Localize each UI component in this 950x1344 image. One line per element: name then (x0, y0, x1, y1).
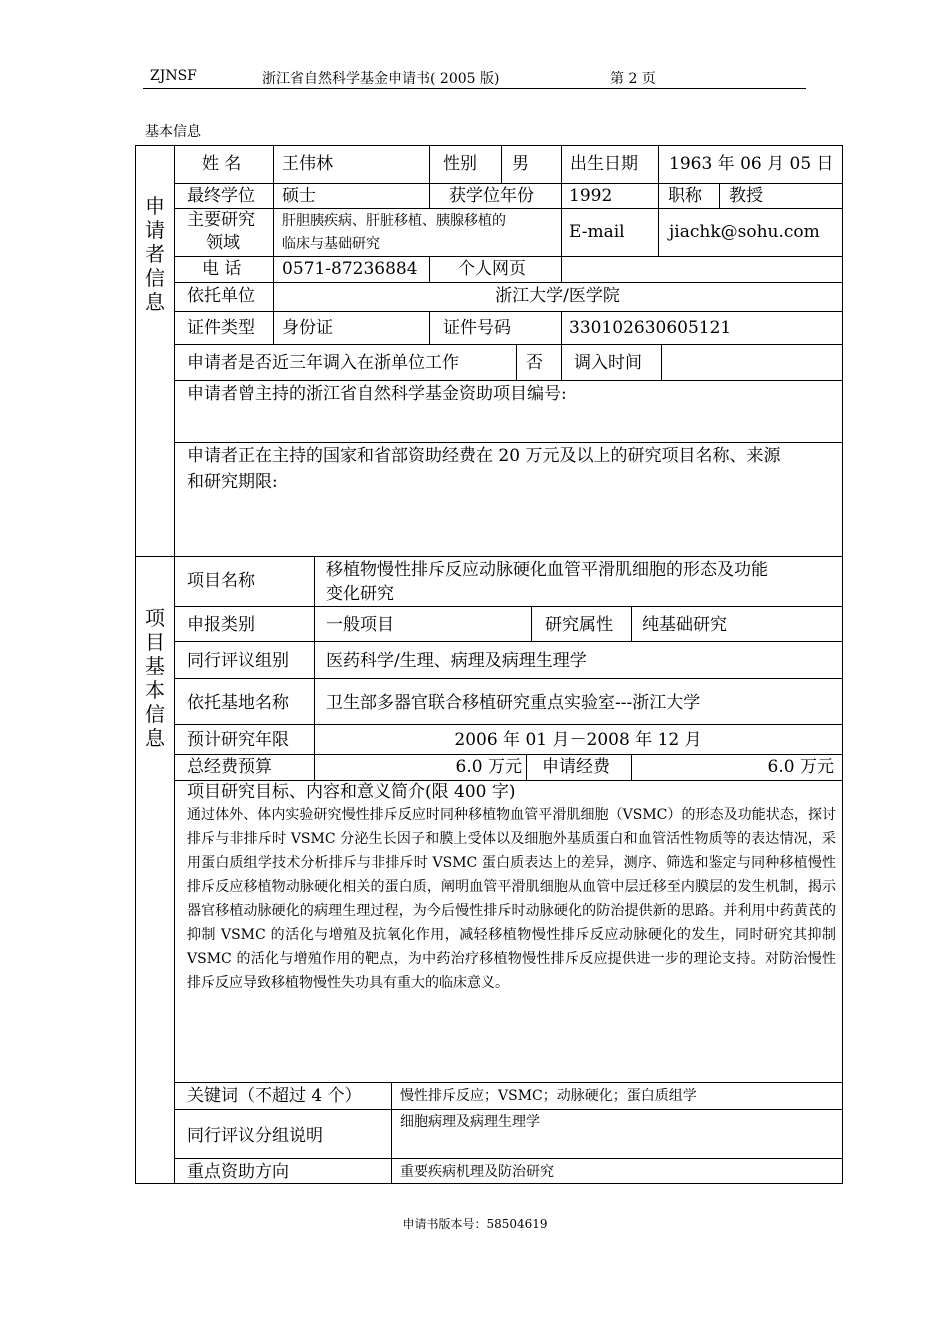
ongoing-projects-label-2: 和研究期限: (187, 472, 278, 492)
review-group-label: 同行评议组别 (187, 651, 289, 671)
base-label: 依托基地名称 (187, 693, 289, 713)
section-divider (136, 556, 842, 557)
name-label: 姓 名 (202, 154, 242, 174)
name-value: 王伟林 (282, 154, 333, 174)
apply-value: 6.0 万元 (767, 757, 834, 777)
email-label: E-mail (569, 222, 625, 242)
header-page: 第 2 页 (610, 71, 656, 87)
phone-value: 0571-87236884 (282, 259, 418, 279)
ongoing-projects-label-1: 申请者正在主持的国家和省部资助经费在 20 万元及以上的研究项目名称、来源 (187, 446, 781, 466)
version-footer: 申请书版本号：58504619 (402, 1217, 548, 1231)
group-column-line (174, 146, 175, 1183)
dob-value: 1963 年 06 月 05 日 (669, 154, 834, 174)
focus-label: 重点资助方向 (187, 1162, 289, 1182)
review-note-label: 同行评议分组说明 (187, 1126, 323, 1146)
dob-label: 出生日期 (570, 154, 638, 174)
id-type-value: 身份证 (282, 318, 333, 338)
project-name-1: 移植物慢性排斥反应动脉硬化血管平滑肌细胞的形态及功能 (326, 560, 768, 580)
field-label-2: 领域 (206, 233, 240, 253)
project-name-label: 项目名称 (187, 571, 255, 591)
prior-projects-label: 申请者曾主持的浙江省自然科学基金资助项目编号: (187, 384, 567, 404)
period-label: 预计研究年限 (187, 730, 289, 750)
gender-label: 性别 (443, 154, 477, 174)
header-title: 浙江省自然科学基金申请书( 2005 版) (262, 71, 500, 87)
review-group-value: 医药科学/生理、病理及病理生理学 (326, 651, 587, 671)
unit-label: 依托单位 (187, 286, 255, 306)
section-title: 基本信息 (145, 124, 201, 140)
form-frame (135, 145, 843, 1184)
category-value: 一般项目 (326, 615, 394, 635)
field-value-1: 肝胆胰疾病、肝脏移植、胰腺移植的 (282, 213, 506, 229)
keywords-label: 关键词（不超过 4 个） (187, 1086, 362, 1106)
id-no-label: 证件号码 (443, 318, 511, 338)
review-note-value: 细胞病理及病理生理学 (400, 1114, 540, 1130)
apply-label: 申请经费 (542, 757, 610, 777)
id-type-label: 证件类型 (187, 318, 255, 338)
degree-label: 最终学位 (187, 186, 255, 206)
base-value: 卫生部多器官联合移植研究重点实验室---浙江大学 (326, 693, 701, 713)
header-code: ZJNSF (150, 68, 197, 84)
degree-year-label: 获学位年份 (449, 186, 534, 206)
nature-label: 研究属性 (545, 615, 613, 635)
focus-value: 重要疾病机理及防治研究 (400, 1164, 554, 1180)
summary-text: 通过体外、体内实验研究慢性排斥反应时同种移植物血管平滑肌细胞（VSMC）的形态及功能状态，探讨排斥与非排斥时 VSMC 分泌生长因子和膜上受体以及细胞外基质蛋白和血管活性物质等的表达情况，采用蛋白质组学技术分析排斥与非排斥时 VSMC 蛋白质表达上的差异，测序、筛选和鉴定与同种移植慢性排斥反应移植物动脉硬化相关的蛋白质，阐明血管平滑肌细胞从血管中层迁移至内膜层的发生机制，揭示器官移植动脉硬化的病理生理过程，为今后慢性排斥时动脉硬化的防治提供新的思路。并利用中药黄芪的抑制 VSMC 的活化与增殖及抗氧化作用，减轻移植物慢性排斥反应动脉硬化的发生，同时研究其抑制 VSMC 的活化与增殖作用的靶点，为中药治疗移植物慢性排斥反应提供进一步的理论支持。对防治慢性排斥反应导致移植物慢性失功具有重大的临床意义。 (187, 807, 836, 991)
homepage-label: 个人网页 (458, 259, 526, 279)
budget-label: 总经费预算 (187, 757, 272, 777)
degree-value: 硕士 (282, 186, 316, 206)
category-label: 申报类别 (187, 615, 255, 635)
id-no-value: 330102630605121 (569, 318, 732, 338)
email-value: jiachk@sohu.com (669, 222, 820, 242)
phone-label: 电 话 (202, 259, 242, 279)
transfer-question: 申请者是否近三年调入在浙单位工作 (187, 353, 459, 373)
transfer-time-label: 调入时间 (574, 353, 642, 373)
summary-label: 项目研究目标、内容和意义简介(限 400 字) (187, 782, 516, 802)
unit-value: 浙江大学/医学院 (495, 286, 620, 306)
transfer-answer: 否 (526, 353, 543, 373)
gender-value: 男 (512, 154, 529, 174)
project-group-label: 项目基本信息 (145, 606, 165, 750)
field-value-2: 临床与基础研究 (282, 236, 380, 252)
keywords-value: 慢性排斥反应；VSMC；动脉硬化；蛋白质组学 (400, 1088, 697, 1104)
title-label: 职称 (668, 186, 702, 206)
project-name-2: 变化研究 (326, 584, 394, 604)
period-value: 2006 年 01 月－2008 年 12 月 (454, 730, 702, 750)
budget-value: 6.0 万元 (455, 757, 522, 777)
degree-year-value: 1992 (569, 186, 613, 206)
applicant-group-label: 申请者信息 (145, 194, 165, 314)
title-value: 教授 (729, 186, 763, 206)
header-rule (143, 88, 806, 89)
field-label-1: 主要研究 (187, 210, 255, 230)
nature-value: 纯基础研究 (642, 615, 727, 635)
